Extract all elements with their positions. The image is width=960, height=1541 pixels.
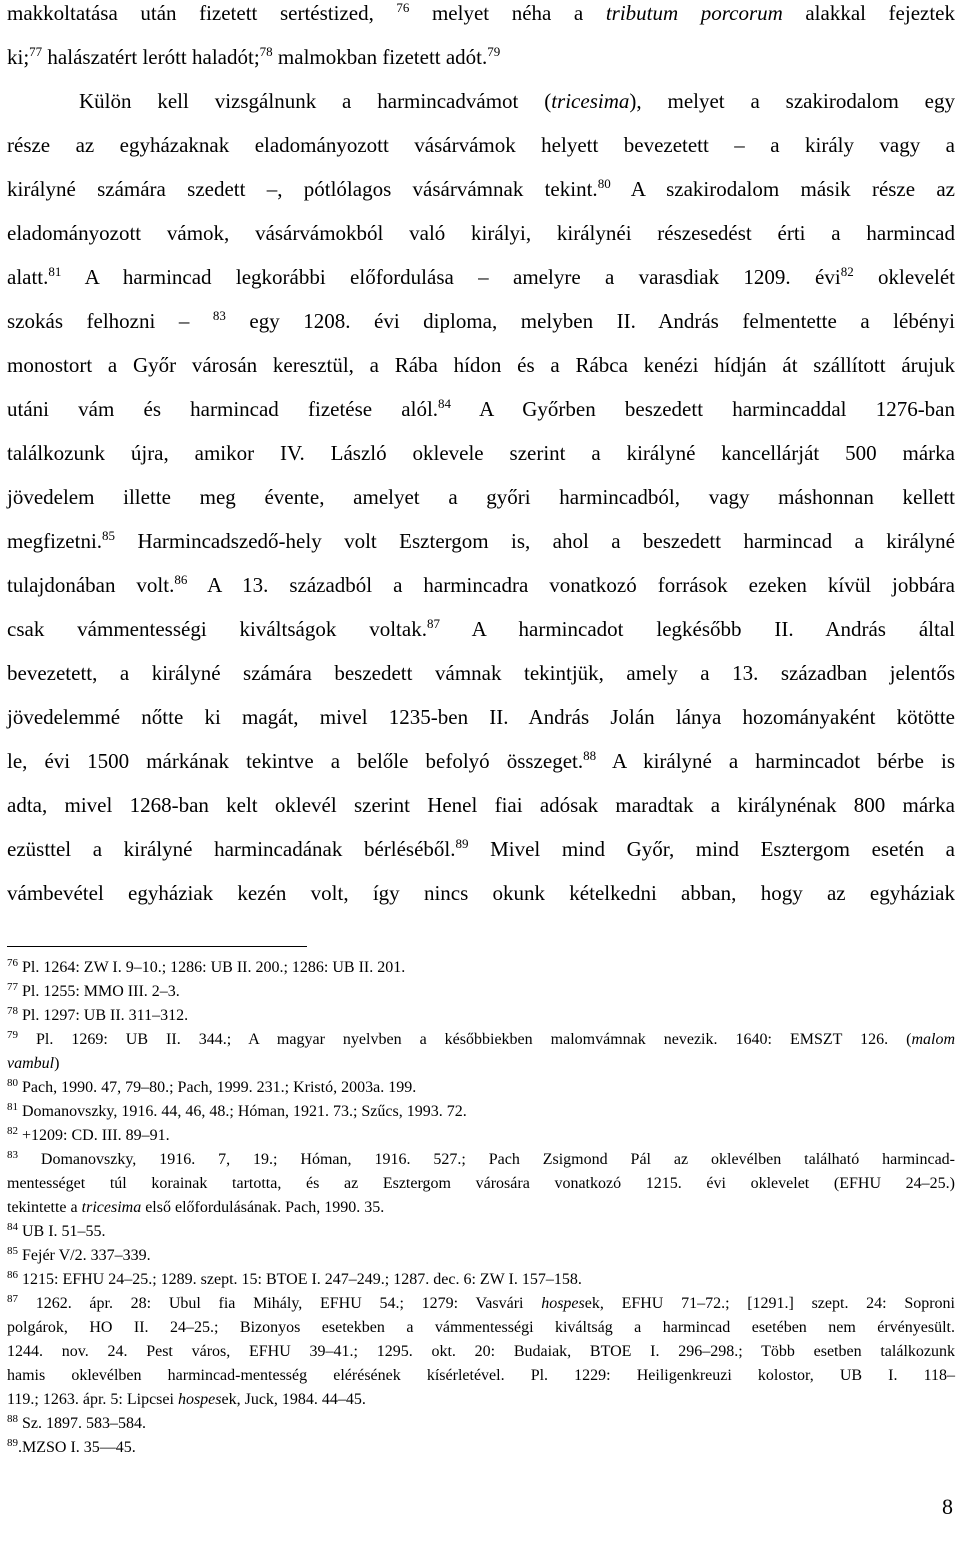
footnote-continuation: polgárok, HO II. 24–25.; Bizonyos esetekben a vámmentességi kiváltság a harmincad esetében nem érvényesült. — [7, 1319, 955, 1336]
text-line: szokás felhozni – $^{83}$ egy 1208. évi diploma, melyben II. András felmentette a lébényi — [7, 308, 955, 333]
footnote-continuation: mentességet túl korainak tartotta, és az Esztergom városára vonatkozó 1215. évi oklevelet (EFHU 24–25.) — [7, 1175, 955, 1192]
footnote-ref[interactable]: 77 — [29, 44, 43, 59]
footnote-ref[interactable]: 82 — [840, 264, 854, 279]
text-line: vámbevétel egyháziak kezén volt, így nincs okunk kételkedni abban, hogy az egyháziak — [7, 881, 955, 905]
text-line: monostort a Győr városán keresztül, a Rába hídon és a Rábca kenézi hídján át szállított árujuk — [7, 353, 955, 377]
text-line: tulajdonában volt.$^{86}$ A 13. századból a harmincadra vonatkozó források ezeken kívül jobbára — [7, 572, 955, 597]
text-line: jövedelem illette meg évente, amelyet a győri harmincadból, vagy máshonnan kellett — [7, 485, 955, 509]
footnote: $^{89}$.MZSO I. 35—45. — [7, 1437, 136, 1456]
footnote: $^{76}$ Pl. 1264: ZW I. 9–10.; 1286: UB II. 200.; 1286: UB II. 201. — [7, 957, 406, 976]
footnote-ref[interactable]: 85 — [102, 528, 116, 543]
text-line: találkozunk újra, amikor IV. László oklevele szerint a királyné kancellárját 500 márka — [7, 441, 955, 465]
footnote-ref[interactable]: 80 — [597, 176, 611, 191]
footnote-ref[interactable]: 83 — [212, 308, 226, 323]
text-line: megfizetni.$^{85}$ Harmincadszedő-hely volt Esztergom is, ahol a beszedett harmincad a királyné — [7, 528, 955, 553]
footnote: $^{86}$ 1215: EFHU 24–25.; 1289. szept. 15: BTOE I. 247–249.; 1287. dec. 6: ZW I. 157–158. — [7, 1269, 582, 1288]
text-line: része az egyházaknak eladományozott vásárvámok helyett bevezetett – a király vagy a — [7, 133, 955, 157]
footnote: $^{77}$ Pl. 1255: MMO III. 2–3. — [7, 981, 180, 1000]
footnote-continuation: hamis oklevélben harmincad-mentesség elérésének kísérletével. Pl. 1229: Heiligenkreuzi kolostor, UB I. 118– — [7, 1367, 955, 1384]
footnote-ref[interactable]: 89 — [455, 836, 469, 851]
footnote: $^{79}$ Pl. 1269: UB II. 344.; A magyar nyelvben a későbbiekben malomvámnak nevezik. 1640: EMSZT 126. (malom — [7, 1029, 955, 1048]
text-line: ki;$^{77}$ halászatért lerótt haladót;$^{78}$ malmokban fizetett adót.$^{79}$ — [7, 44, 501, 69]
footnote-continuation: tekintette a tricesima első előfordulásának. Pach, 1990. 35. — [7, 1199, 385, 1216]
text-line: makkoltatása után fizetett sertéstized, $^{76}$ melyet néha a tributum porcorum alakkal fejeztek — [7, 0, 956, 25]
footnote-separator — [7, 946, 307, 947]
footnote: $^{82}$ +1209: CD. III. 89–91. — [7, 1125, 170, 1144]
text-line: utáni vám és harmincad fizetése alól.$^{84}$ A Győrben beszedett harmincaddal 1276-ban — [7, 396, 956, 421]
footnote: $^{80}$ Pach, 1990. 47, 79–80.; Pach, 1999. 231.; Kristó, 2003a. 199. — [7, 1077, 417, 1096]
text-line: jövedelemmé nőtte ki magát, mivel 1235-ben II. András Jolán lánya hozományaként kötötte — [7, 705, 955, 729]
text-line: bevezetett, a királyné számára beszedett vámnak tekintjük, amely a 13. században jelentős — [7, 661, 955, 685]
footnote: $^{78}$ Pl. 1297: UB II. 311–312. — [7, 1005, 189, 1024]
text-line: csak vámmentességi kiváltságok voltak.$^{87}$ A harmincadot legkésőbb II. András által — [7, 616, 955, 641]
footnote-ref[interactable]: 79 — [487, 44, 501, 59]
footnote-ref[interactable]: 78 — [259, 44, 273, 59]
text-line: királyné számára szedett –, pótlólagos vásárvámnak tekint.$^{80}$ A szakirodalom másik része az — [7, 176, 955, 201]
text-line: le, évi 1500 márkának tekintve a belőle befolyó összeget.$^{88}$ A királyné a harmincadot bérbe is — [7, 748, 956, 773]
text-line: adta, mivel 1268-ban kelt oklevél szerint Henel fiai adósak maradtak a királynénak 800 márka — [7, 793, 955, 817]
text-line: eladományozott vámok, vásárvámokból való királyi, királynéi részesedést érti a harmincad — [7, 221, 955, 245]
footnote-ref[interactable]: 86 — [174, 572, 188, 587]
page-number: 8 — [942, 1494, 953, 1519]
footnote: $^{85}$ Fejér V/2. 337–339. — [7, 1245, 151, 1264]
footnote-ref[interactable]: 81 — [48, 264, 62, 279]
footnote-continuation: 119.; 1263. ápr. 5: Lipcsei hospesek, Juck, 1984. 44–45. — [7, 1391, 366, 1408]
footnote-ref[interactable]: 84 — [438, 396, 452, 411]
footnote-ref[interactable]: 87 — [426, 616, 440, 631]
footnote: $^{83}$ Domanovszky, 1916. 7, 19.; Hóman, 1916. 527.; Pach Zsigmond Pál az oklevélben található harmincad- — [7, 1149, 955, 1168]
footnote: $^{88}$ Sz. 1897. 583–584. — [7, 1413, 146, 1432]
footnote: $^{84}$ UB I. 51–55. — [7, 1221, 106, 1240]
text-line: Külön kell vizsgálnunk a harmincadvámot (tricesima), melyet a szakirodalom egy — [79, 89, 955, 113]
footnote-ref[interactable]: 76 — [396, 0, 410, 15]
text-line: alatt.$^{81}$ A harmincad legkorábbi előfordulása – amelyre a varasdiak 1209. évi$^{82}$ oklevelét — [7, 264, 955, 289]
footnote-continuation: 1244. nov. 24. Pest város, EFHU 39–41.; 1295. okt. 20: Budaiak, BTOE I. 296–298.; Több esetben találkozunk — [7, 1343, 955, 1360]
footnote: $^{81}$ Domanovszky, 1916. 44, 46, 48.; Hóman, 1921. 73.; Szűcs, 1993. 72. — [7, 1101, 467, 1120]
footnote-continuation: vambul) — [7, 1055, 60, 1072]
text-line: ezüsttel a királyné harmincadának bérléséből.$^{89}$ Mivel mind Győr, mind Esztergom esetén a — [7, 836, 955, 861]
footnote: $^{87}$ 1262. ápr. 28: Ubul fia Mihály, EFHU 54.; 1279: Vasvári hospesek, EFHU 71–72.; [1291.] szept. 24: Soproni — [7, 1293, 955, 1312]
footnote-ref[interactable]: 88 — [583, 748, 597, 763]
